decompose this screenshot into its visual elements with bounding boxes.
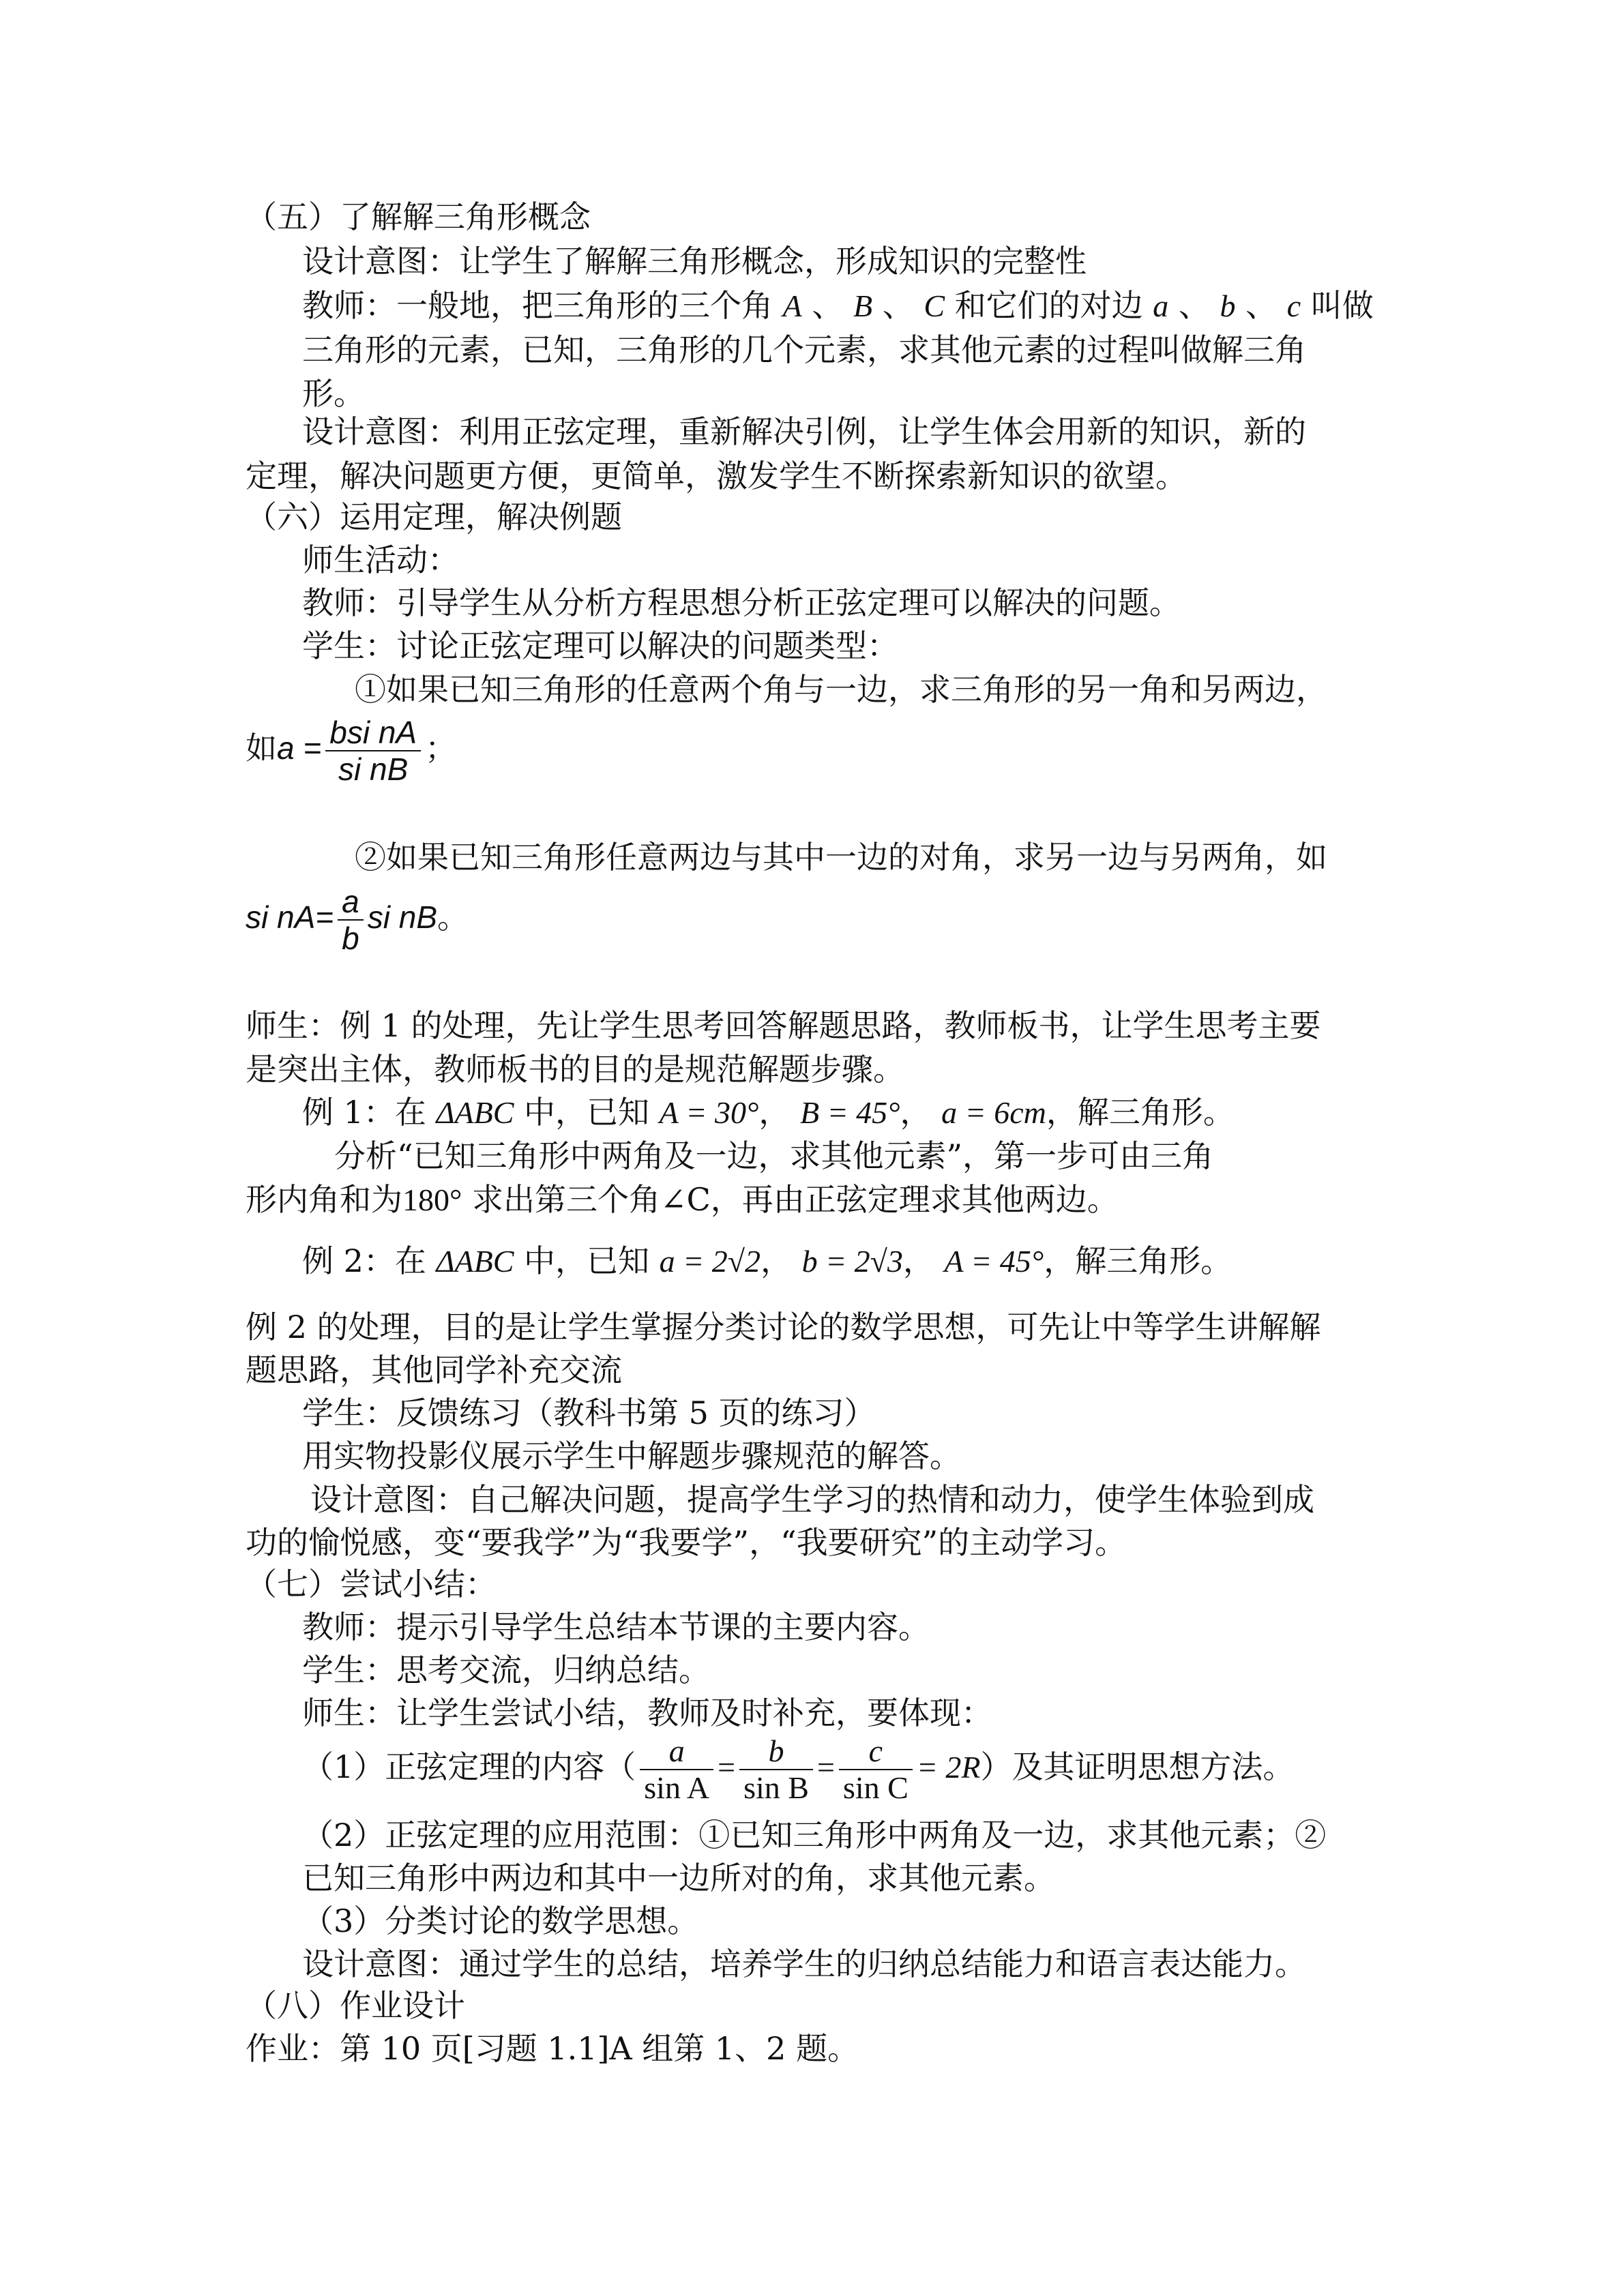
text-span: 求出第三个角∠C，再由正弦定理求其他两边。 <box>472 1181 1119 1218</box>
math-C: C <box>924 288 945 323</box>
paragraph-line: 学生：思考交流，归纳总结。 <box>302 1652 710 1688</box>
math-expression: A = 45° <box>944 1244 1044 1279</box>
paragraph-line: 教师：提示引导学生总结本节课的主要内容。 <box>302 1609 930 1645</box>
paragraph-line: 三角形的元素，已知，三角形的几个元素，求其他元素的过程叫做解三角 <box>302 331 1306 368</box>
section-heading-7: （七）尝试小结： <box>246 1566 497 1602</box>
math-B: B <box>853 288 873 323</box>
formula-line-2 <box>246 884 469 956</box>
paragraph-line: 师生活动： <box>302 541 459 578</box>
section-heading-5: （五）了解解三角形概念 <box>246 198 591 235</box>
section-heading-6: （六）运用定理，解决例题 <box>246 498 622 535</box>
design-intent-text: 设计意图：自己解决问题，提高学生学习的热情和动力，使学生体验到成 <box>310 1481 1314 1518</box>
text-span: 如 <box>246 730 277 766</box>
paragraph-line: 形。 <box>302 375 365 412</box>
text-span: 中，已知 <box>524 1242 650 1279</box>
text-span: 和它们的对边 <box>954 287 1143 324</box>
text-span: ， <box>760 1242 792 1279</box>
paragraph-line: ①如果已知三角形的任意两个角与一边，求三角形的另一角和另两边， <box>355 671 1327 708</box>
fraction-denominator: sin B <box>739 1769 813 1806</box>
fraction-denominator: sin C <box>839 1769 913 1806</box>
equals-sign: = <box>816 1750 835 1785</box>
fraction-numerator: c <box>868 1733 883 1768</box>
paragraph-line: （3）分类讨论的数学思想。 <box>302 1903 699 1939</box>
paragraph-line: 教师：引导学生从分析方程思想分析正弦定理可以解决的问题。 <box>302 584 1181 621</box>
fraction-denominator: b <box>338 919 364 956</box>
paragraph-line: 分析“已知三角形中两角及一边，求其他元素”，第一步可由三角 <box>334 1137 1214 1174</box>
design-intent-text: 设计意图：利用正弦定理，重新解决引例，让学生体会用新的知识，新的 <box>302 413 1306 450</box>
fraction-denominator: si nB <box>325 750 421 787</box>
design-intent-text: 设计意图：通过学生的总结，培养学生的归纳总结能力和语言表达能力。 <box>302 1945 1306 1982</box>
text-span: ， <box>900 1094 932 1131</box>
math-expression: b = 2√3 <box>801 1244 903 1279</box>
fraction <box>640 1733 713 1806</box>
text-span: ，解三角形。 <box>1044 1242 1232 1279</box>
teacher-definition-line <box>302 284 1374 327</box>
fraction-numerator: a <box>342 884 359 919</box>
example-1-line <box>302 1091 1235 1134</box>
math-c: c <box>1286 288 1301 323</box>
text-span: 教师：一般地，把三角形的三个角 <box>302 287 773 324</box>
text-span: 形内角和为 <box>246 1181 402 1218</box>
fraction <box>739 1733 813 1806</box>
example-2-line <box>302 1240 1232 1283</box>
paragraph-line: 是突出主体，教师板书的目的是规范解题步骤。 <box>246 1051 904 1088</box>
math-a: a <box>1153 288 1169 323</box>
triangle-symbol: ΔABC <box>436 1095 514 1130</box>
fraction <box>839 1733 913 1806</box>
formula-lhs: a = <box>277 730 322 766</box>
paragraph-line: 已知三角形中两边和其中一边所对的角，求其他元素。 <box>302 1860 1055 1896</box>
math-A: A <box>782 288 802 323</box>
math-expression: a = 2√2 <box>659 1244 761 1279</box>
text-span: 中，已知 <box>524 1094 650 1131</box>
paragraph-line: （2）正弦定理的应用范围：①已知三角形中两角及一边，求其他元素；② <box>302 1817 1327 1853</box>
section-heading-8: （八）作业设计 <box>246 1987 465 2024</box>
text-span: 例 2：在 <box>302 1242 426 1279</box>
triangle-symbol: ΔABC <box>436 1244 514 1279</box>
text-span: 例 1：在 <box>302 1094 426 1131</box>
math-separator: 、 <box>1178 287 1210 324</box>
math-separator: 、 <box>1245 287 1278 324</box>
paragraph-line: ②如果已知三角形任意两边与其中一边的对角，求另一边与另两角，如 <box>355 839 1327 876</box>
fraction-numerator: b <box>768 1733 784 1768</box>
formula-line-1 <box>246 715 456 787</box>
math-separator: 、 <box>882 287 914 324</box>
text-span: ）及其证明思想方法。 <box>980 1748 1295 1785</box>
formula-rhs: si nB <box>367 899 437 935</box>
formula-lhs: si nA= <box>246 899 334 935</box>
math-expression: B = 45° <box>800 1095 900 1130</box>
text-span: ，解三角形。 <box>1046 1094 1235 1131</box>
fraction-numerator: a <box>668 1733 685 1768</box>
math-expression: = 2R <box>916 1750 981 1785</box>
text-span: ， <box>758 1094 791 1131</box>
paragraph-line: 师生：例 1 的处理，先让学生思考回答解题思路，教师板书，让学生思考主要 <box>246 1007 1321 1044</box>
fraction-numerator: bsi nA <box>329 715 417 750</box>
paragraph-line: 师生：让学生尝试小结，教师及时补充，要体现： <box>302 1695 992 1731</box>
design-intent-text: 设计意图：让学生了解解三角形概念，形成知识的完整性 <box>302 243 1087 280</box>
fraction <box>325 715 421 787</box>
paragraph-line: 功的愉悦感，变“要我学”为“我要学”，“我要研究”的主动学习。 <box>246 1524 1127 1561</box>
paragraph-line <box>246 1178 1119 1221</box>
paragraph-line: 学生：讨论正弦定理可以解决的问题类型： <box>302 627 898 664</box>
text-span: ， <box>902 1242 934 1279</box>
text-span: （1）正弦定理的内容（ <box>302 1748 636 1785</box>
sine-law-line <box>302 1733 1294 1806</box>
paragraph-line: 题思路，其他同学补充交流 <box>246 1352 622 1388</box>
math-separator: 、 <box>812 287 844 324</box>
paragraph-line: 例 2 的处理，目的是让学生掌握分类讨论的数学思想，可先让中等学生讲解解 <box>246 1309 1321 1345</box>
text-span: 。 <box>437 899 469 936</box>
paragraph-line: 定理，解决问题更方便，更简单，激发学生不断探索新知识的欲望。 <box>246 458 1187 494</box>
fraction-denominator: sin A <box>640 1769 713 1806</box>
math-expression: a = 6cm <box>941 1095 1046 1130</box>
math-b: b <box>1220 288 1236 323</box>
fraction <box>338 884 364 956</box>
paragraph-line: 用实物投影仪展示学生中解题步骤规范的解答。 <box>302 1437 961 1474</box>
equals-sign: = <box>718 1750 736 1785</box>
text-span: 叫做 <box>1310 287 1374 324</box>
text-span: ； <box>425 730 457 766</box>
math-expression: 180° <box>402 1182 462 1217</box>
homework-line: 作业：第 10 页[习题 1.1]A 组第 1、2 题。 <box>246 2030 859 2067</box>
math-expression: A = 30° <box>659 1095 759 1130</box>
paragraph-line: 学生：反馈练习（教科书第 5 页的练习） <box>302 1395 876 1431</box>
